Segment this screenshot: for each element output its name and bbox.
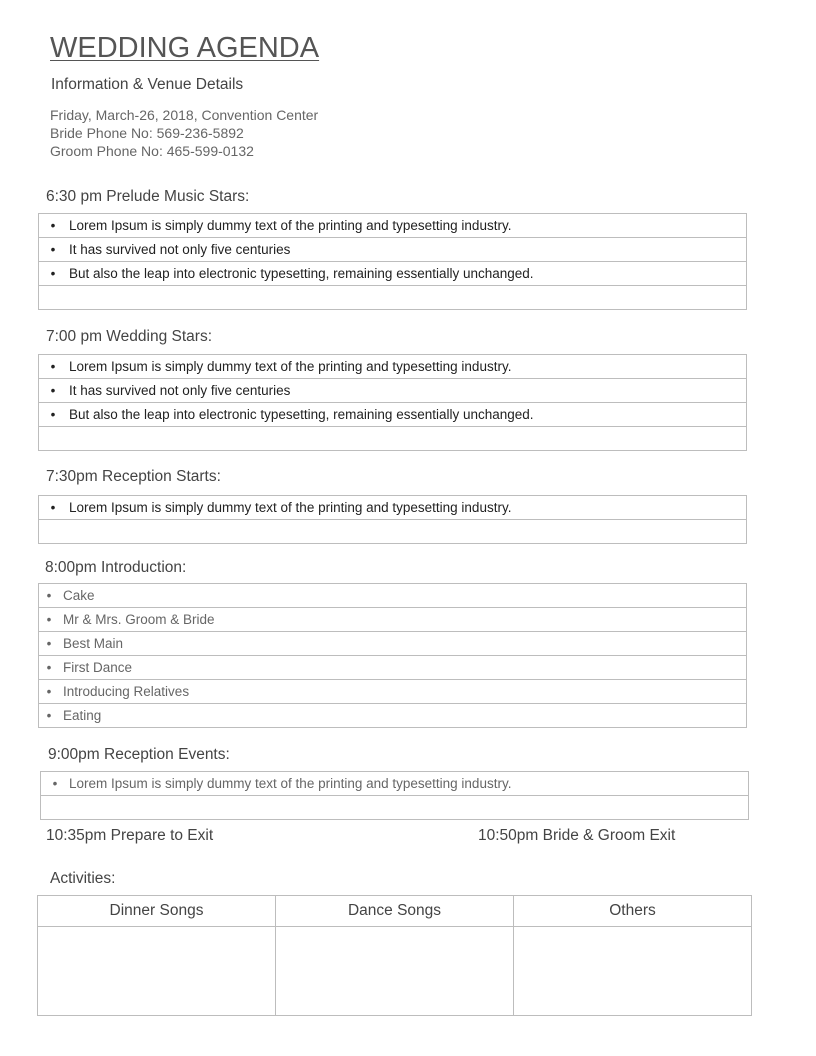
bullet-icon: • [52,776,58,791]
list-item [39,496,747,520]
column-dance-songs: Dance Songs [276,896,514,927]
bullet-icon: • [50,500,56,515]
groom-phone: Groom Phone No: 465-599-0132 [50,143,254,159]
bullet-icon: • [46,588,52,603]
section-table-introduction [38,583,747,728]
section-table-prelude [38,213,747,310]
list-item-text: Lorem Ipsum is simply dummy text of the printing and typesetting industry. [69,359,512,374]
bullet-icon: • [50,359,56,374]
page-subtitle: Information & Venue Details [51,76,244,93]
section-heading-introduction: 8:00pm Introduction: [45,559,187,576]
list-item-text: Mr & Mrs. Groom & Bride [63,612,215,627]
bullet-icon: • [46,636,52,651]
list-item-text: But also the leap into electronic typesetting, remaining essentially unchanged. [69,266,534,281]
list-item [39,214,747,238]
event-date-venue: Friday, March-26, 2018, Convention Center [50,107,319,123]
list-item [39,584,747,608]
list-item [39,656,747,680]
activities-heading: Activities: [50,870,116,887]
empty-row [39,427,747,451]
dance-songs-cell [276,927,514,1016]
empty-row [41,796,749,820]
section-heading-wedding: 7:00 pm Wedding Stars: [46,328,212,345]
bride-groom-exit: 10:50pm Bride & Groom Exit [478,827,676,844]
bride-phone: Bride Phone No: 569-236-5892 [50,125,244,141]
others-cell [514,927,752,1016]
list-item-text: First Dance [63,660,133,675]
bullet-icon: • [50,407,56,422]
list-item [39,704,747,728]
bullet-icon: • [50,383,56,398]
prepare-to-exit: 10:35pm Prepare to Exit [46,827,214,844]
section-heading-reception-events: 9:00pm Reception Events: [48,746,230,763]
bullet-icon: • [50,242,56,257]
list-item-text: Lorem Ipsum is simply dummy text of the printing and typesetting industry. [69,500,512,515]
list-item-text: Lorem Ipsum is simply dummy text of the printing and typesetting industry. [69,218,512,233]
list-item [39,238,747,262]
column-dinner-songs: Dinner Songs [38,896,276,927]
list-item-text: It has survived not only five centuries [69,242,291,257]
activities-body-row [38,927,752,1016]
list-item-text: Cake [63,588,95,603]
list-item-text: Lorem Ipsum is simply dummy text of the printing and typesetting industry. [69,776,512,791]
list-item-text: Introducing Relatives [63,684,190,699]
bullet-icon: • [46,684,52,699]
section-heading-reception: 7:30pm Reception Starts: [46,468,221,485]
empty-row [39,520,747,544]
bullet-icon: • [46,612,52,627]
empty-row [39,286,747,310]
list-item [39,355,747,379]
bullet-icon: • [50,218,56,233]
dinner-songs-cell [38,927,276,1016]
column-others: Others [514,896,752,927]
list-item [41,772,749,796]
list-item [39,403,747,427]
list-item-text: Eating [63,708,102,723]
section-table-wedding [38,354,747,451]
list-item [39,680,747,704]
list-item-text: But also the leap into electronic typesetting, remaining essentially unchanged. [69,407,534,422]
activities-table [37,895,752,1016]
list-item [39,608,747,632]
activities-header-row [38,896,752,927]
section-table-reception-events [40,771,749,820]
list-item [39,632,747,656]
bullet-icon: • [50,266,56,281]
section-table-reception [38,495,747,544]
bullet-icon: • [46,708,52,723]
list-item-text: Best Main [63,636,124,651]
page-title: WEDDING AGENDA [50,32,320,64]
bullet-icon: • [46,660,52,675]
venue-info [50,106,318,160]
list-item [39,262,747,286]
list-item-text: It has survived not only five centuries [69,383,291,398]
section-heading-prelude: 6:30 pm Prelude Music Stars: [46,188,250,205]
list-item [39,379,747,403]
